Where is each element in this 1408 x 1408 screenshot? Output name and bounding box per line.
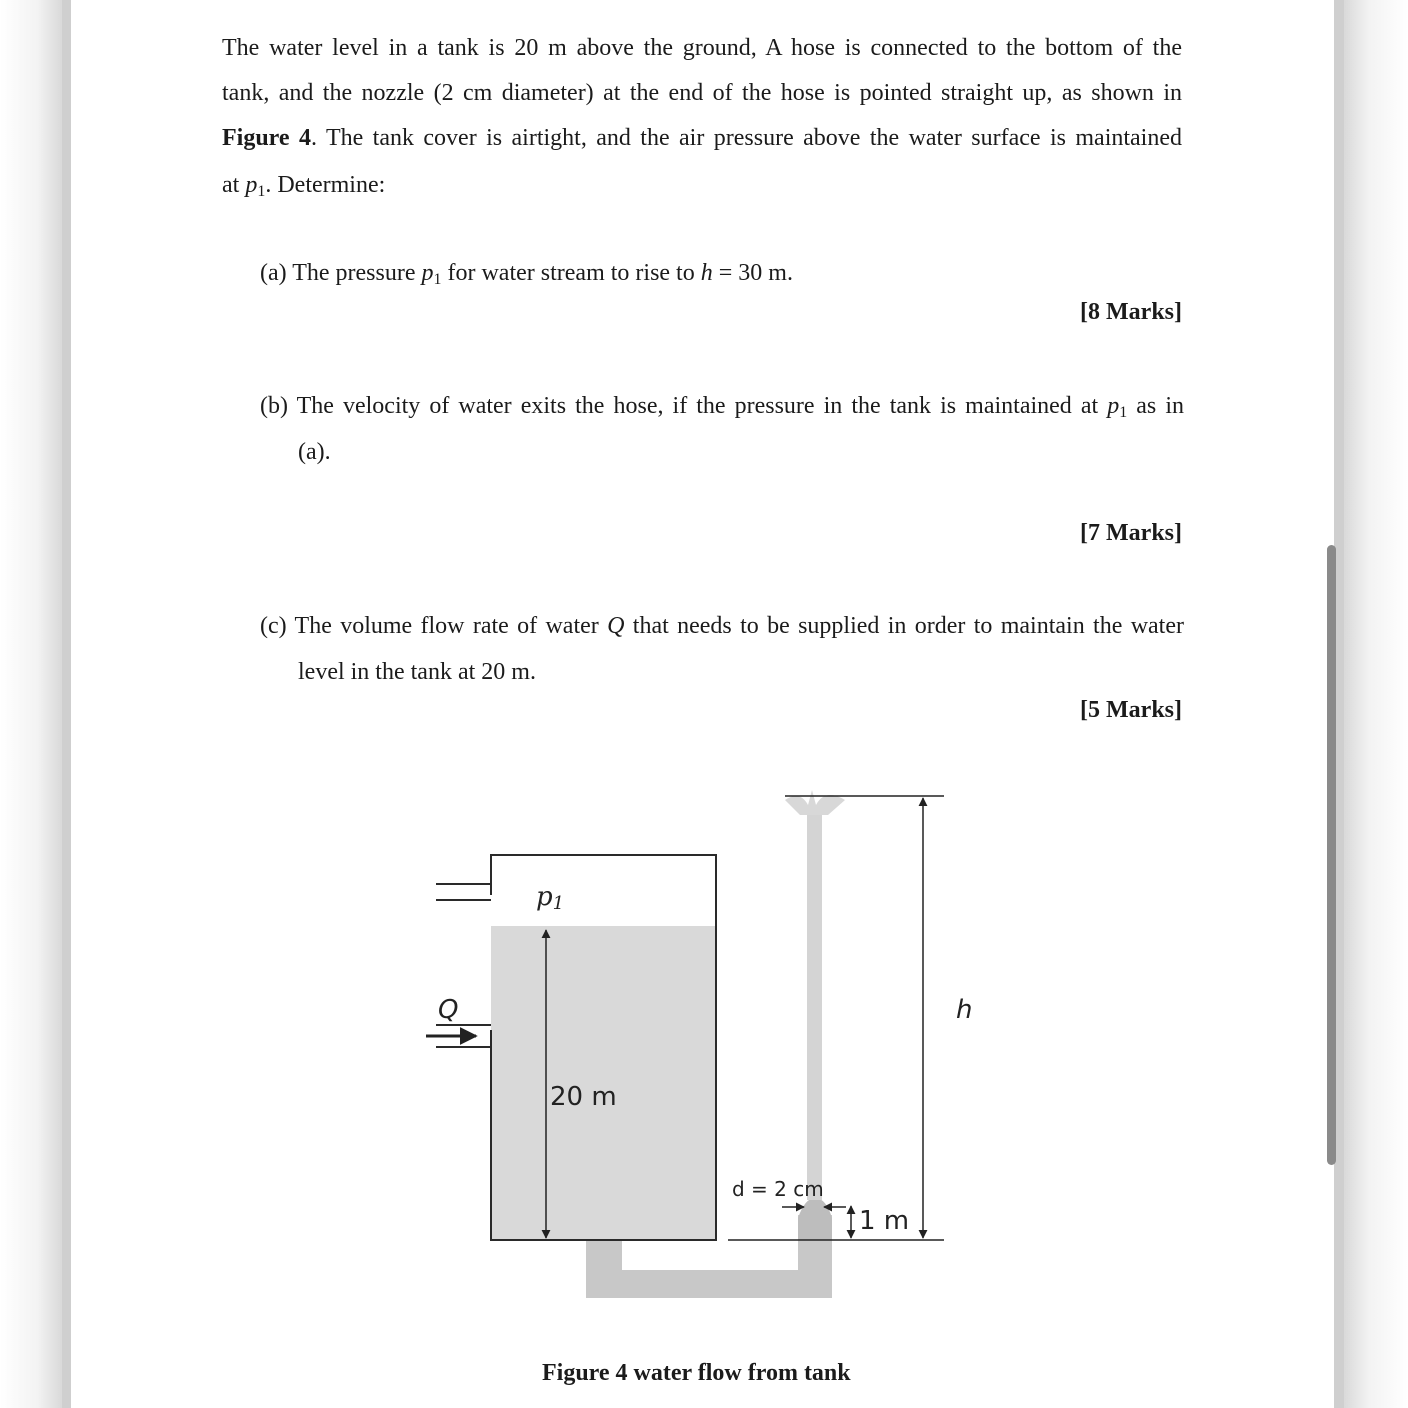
jet-spray xyxy=(785,790,845,815)
marks-c: [5 Marks] xyxy=(1080,697,1182,723)
marks-a: [8 Marks] xyxy=(1080,299,1182,325)
label-h: h xyxy=(956,995,973,1025)
tank-figure xyxy=(420,780,973,1310)
intro-line-1: The water level in a tank is 20 m above the ground, A hose is connected to the bottom of the xyxy=(222,35,1182,61)
water-jet xyxy=(807,815,822,1200)
label-nozzle-height: 1 m xyxy=(859,1206,910,1236)
intro-line-3: Figure 4. The tank cover is airtight, and the air pressure above the water surface is maintained xyxy=(222,125,1183,151)
question-a: (a) The pressure $p_1$ for water stream to rise to h = 30 m. xyxy=(260,260,793,288)
label-diameter: d = 2 cm xyxy=(732,1177,824,1201)
intro-line-2: tank, and the nozzle (2 cm diameter) at the end of the hose is pointed straight up, as shown in xyxy=(222,80,1182,106)
label-p1: p1 xyxy=(536,882,565,914)
intro-line-4: at $p_1$. Determine: xyxy=(222,172,386,200)
figure-reference: Figure 4 xyxy=(222,125,311,151)
page-edge-right xyxy=(1344,0,1408,1408)
page-border-left xyxy=(62,0,71,1408)
page-edge-left xyxy=(0,0,62,1408)
question-c-line-2: level in the tank at 20 m. xyxy=(298,659,536,685)
nozzle xyxy=(798,1198,832,1240)
label-depth: 20 m xyxy=(550,1082,617,1112)
question-c-line-1: (c) The volume flow rate of water Q that needs to be supplied in order to maintain the water xyxy=(260,613,1184,639)
question-b-line-1: (b) The velocity of water exits the hose, if the pressure in the tank is maintained at $p_1$ as in xyxy=(260,393,1184,421)
figure-caption: Figure 4 water flow from tank xyxy=(542,1360,851,1386)
marks-b: [7 Marks] xyxy=(1080,520,1182,546)
question-b-line-2: (a). xyxy=(298,439,331,465)
scrollbar-thumb[interactable] xyxy=(1327,545,1336,1165)
label-q: Q xyxy=(438,995,459,1025)
